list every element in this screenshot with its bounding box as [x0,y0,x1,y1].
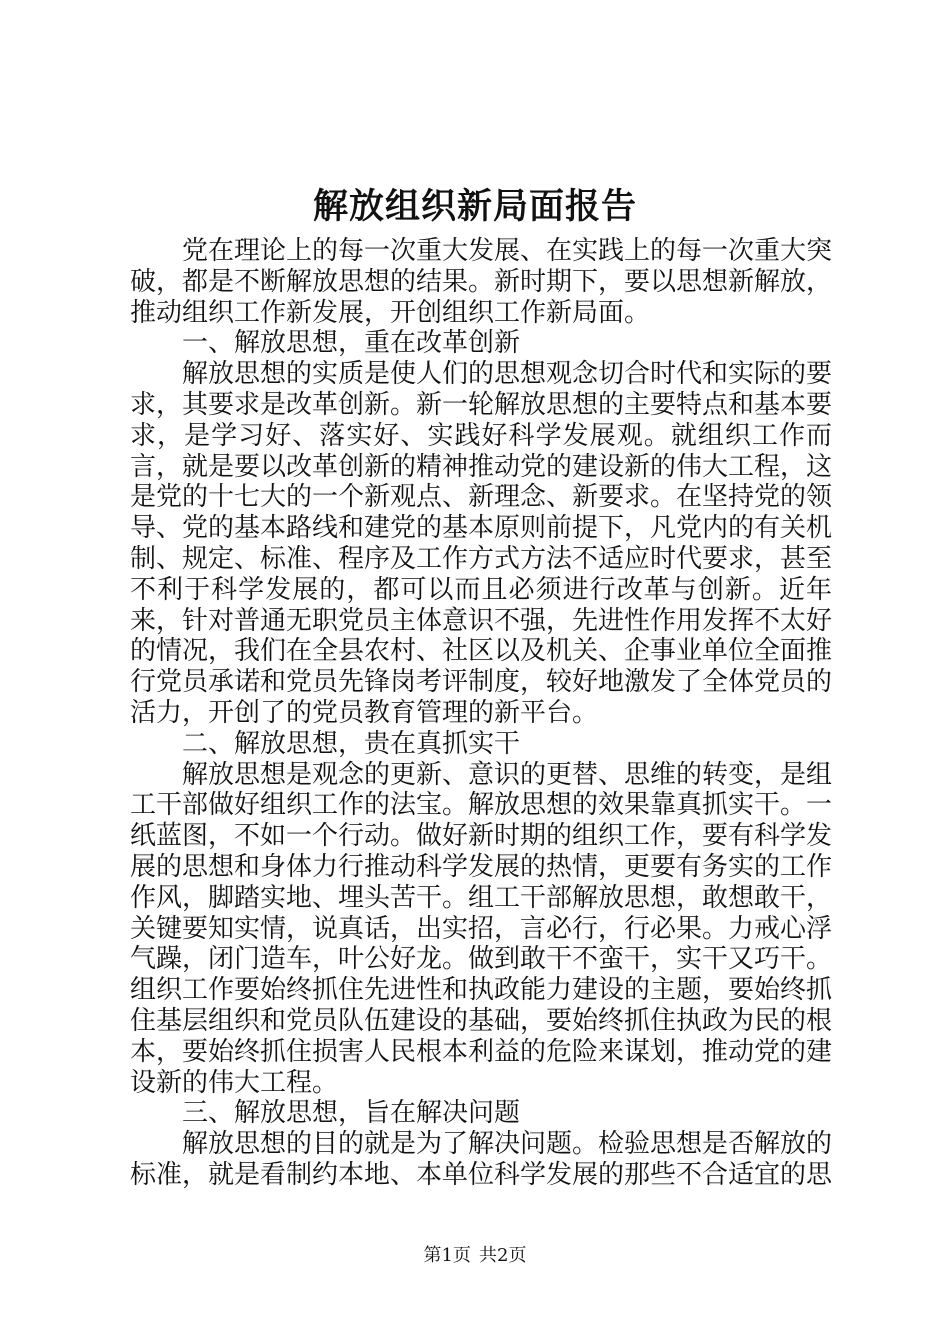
page-footer [0,1244,950,1268]
section-heading-1: 一、解放思想，重在改革创新 [182,328,521,359]
page-total: 共2页 [479,1245,527,1266]
section-3-paragraph: 解放思想的目的就是为了解决问题。检验思想是否解放的标准，就是看制约本地、本单位科学发展的那些不合适宜的思 [130,1129,833,1190]
intro-paragraph: 党在理论上的每一次重大发展、在实践上的每一次重大突破，都是不断解放思想的结果。新时期下，要以思想新解放，推动组织工作新发展，开创组织工作新局面。 [130,236,833,328]
section-heading-3: 三、解放思想，旨在解决问题 [182,1098,521,1129]
document-body [130,236,832,1191]
section-2-paragraph: 解放思想是观念的更新、意识的更替、思维的转变，是组工干部做好组织工作的法宝。解放思想的效果靠真抓实干。一纸蓝图，不如一个行动。做好新时期的组织工作，要有科学发展的思想和身体力行推动科学发展的热情，更要有务实的工作作风，脚踏实地、埋头苦干。组工干部解放思想，敢想敢干，关键要知实情，说真话，出实招，言必行，行必果。力戒心浮气躁，闭门造车，叶公好龙。做到敢干不蛮干，实干又巧干。组织工作要始终抓住先进性和执政能力建设的主题，要始终抓住基层组织和党员队伍建设的基础，要始终抓住执政为民的根本，要始终抓住损害人民根本利益的危险来谋划，推动党的建设新的伟大工程。 [130,759,833,1098]
page-title: 解放组织新局面报告 [312,186,637,227]
section-heading-2: 二、解放思想，贵在真抓实干 [182,728,521,759]
section-1-paragraph: 解放思想的实质是使人们的思想观念切合时代和实际的要求，其要求是改革创新。新一轮解放思想的主要特点和基本要求，是学习好、落实好、实践好科学发展观。就组织工作而言，就是要以改革创新的精神推动党的建设新的伟大工程，这是党的十七大的一个新观点、新理念、新要求。在坚持党的领导、党的基本路线和建党的基本原则前提下，凡党内的有关机制、规定、标准、程序及工作方式方法不适应时代要求，甚至不利于科学发展的，都可以而且必须进行改革与创新。近年来，针对普通无职党员主体意识不强，先进性作用发挥不太好的情况，我们在全县农村、社区以及机关、企事业单位全面推行党员承诺和党员先锋岗考评制度，较好地激发了全体党员的活力，开创了的党员教育管理的新平台。 [130,359,833,728]
page-number: 第1页 [423,1245,471,1266]
